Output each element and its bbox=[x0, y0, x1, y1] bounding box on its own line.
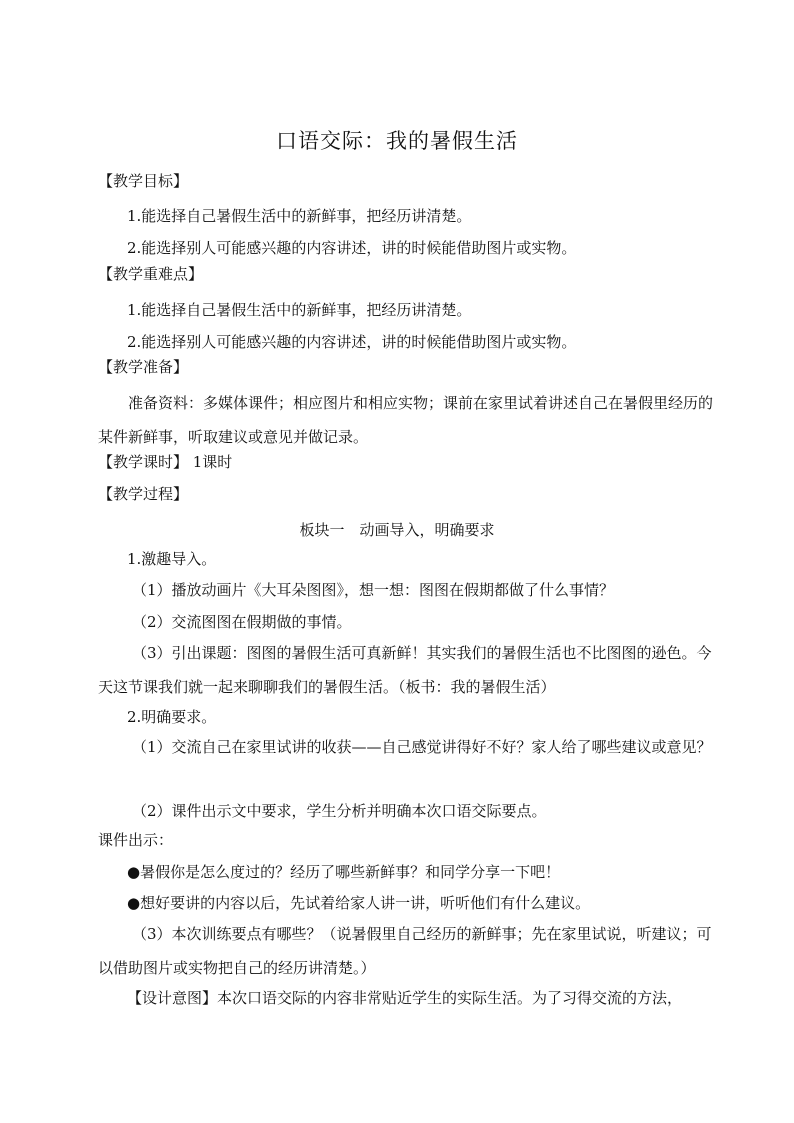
design-intent: 【设计意图】本次口语交际的内容非常贴近学生的实际生活。为了习得交流的方法， bbox=[127, 989, 683, 1007]
step-2: 2.明确要求。 bbox=[127, 708, 217, 726]
goal-item-2: 2.能选择别人可能感兴趣的内容讲述，讲的时候能借助图片或实物。 bbox=[127, 239, 577, 257]
prep-heading: 【教学准备】 bbox=[98, 358, 189, 376]
courseware-label: 课件出示： bbox=[98, 831, 174, 849]
section-1-title: 板块一 动画导入，明确要求 bbox=[299, 521, 495, 539]
step-1: 1.激趣导入。 bbox=[127, 550, 217, 568]
key-point-item-2: 2.能选择别人可能感兴趣的内容讲述，讲的时候能借助图片或实物。 bbox=[127, 333, 577, 351]
key-point-item-1: 1.能选择自己暑假生活中的新鲜事，把经历讲清楚。 bbox=[127, 301, 472, 319]
process-heading: 【教学过程】 bbox=[98, 485, 189, 503]
step-2c: （3）本次训练要点有哪些？（说暑假里自己经历的新鲜事；先在家里试说，听建议；可以借助图片或实物把自己的经历讲清楚。） bbox=[98, 925, 712, 977]
courseware-bullet-2: ●想好要讲的内容以后，先试着给家人讲一讲，听听他们有什么建议。 bbox=[127, 894, 591, 912]
page-title: 口语交际：我的暑假生活 bbox=[276, 129, 518, 153]
step-1c: （3）引出课题：图图的暑假生活可真新鲜！其实我们的暑假生活也不比图图的逊色。今天这节课我们就一起来聊聊我们的暑假生活。（板书：我的暑假生活） bbox=[98, 644, 712, 696]
courseware-bullet-1: ●暑假你是怎么度过的？经历了哪些新鲜事？和同学分享一下吧！ bbox=[127, 863, 561, 881]
step-1b: （2）交流图图在假期做的事情。 bbox=[132, 613, 352, 631]
step-2a: （1）交流自己在家里试讲的收获——自己感觉讲得好不好？家人给了哪些建议或意见？ bbox=[132, 738, 712, 756]
key-points-heading: 【教学重难点】 bbox=[98, 265, 204, 283]
goals-heading: 【教学目标】 bbox=[98, 172, 189, 190]
step-1a: （1）播放动画片《大耳朵图图》，想一想：图图在假期都做了什么事情？ bbox=[132, 581, 615, 599]
prep-text: 准备资料：多媒体课件；相应图片和相应实物；课前在家里试着讲述自己在暑假里经历的某件新鲜事，听取建议或意见并做记录。 bbox=[98, 394, 714, 446]
goal-item-1: 1.能选择自己暑假生活中的新鲜事，把经历讲清楚。 bbox=[127, 207, 472, 225]
hours-line: 【教学课时】 1课时 bbox=[98, 453, 233, 471]
step-2b: （2）课件出示文中要求，学生分析并明确本次口语交际要点。 bbox=[132, 802, 547, 820]
